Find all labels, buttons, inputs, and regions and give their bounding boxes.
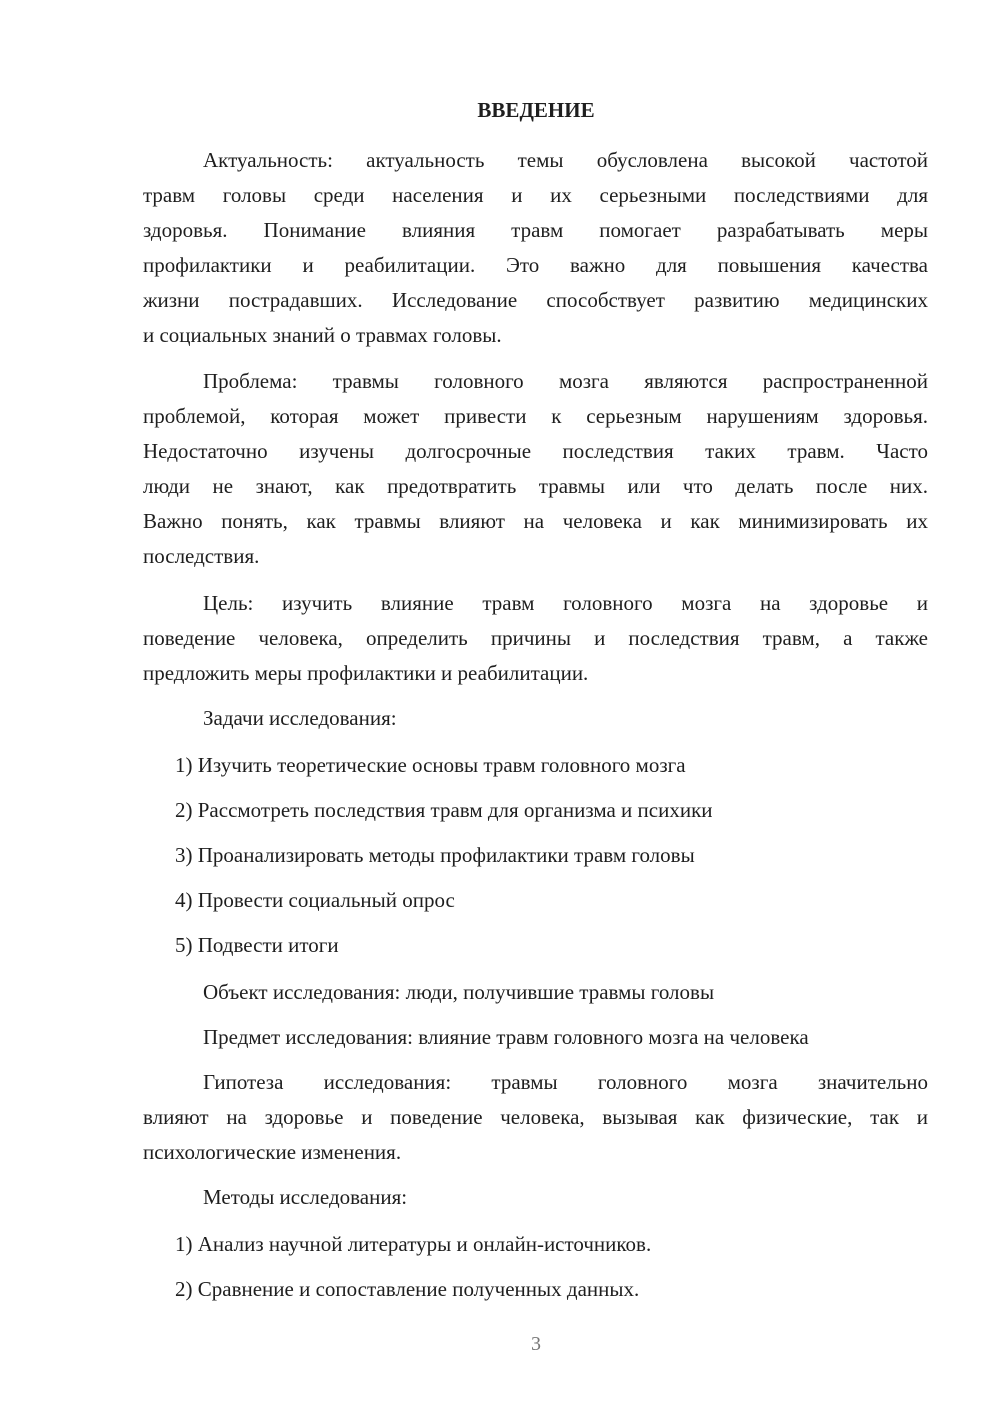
text-line: поведение человека, определить причины и последствия травм, а также xyxy=(143,626,928,650)
text-line: Недостаточно изучены долгосрочные последствия таких травм. Часто xyxy=(143,439,928,463)
text-line: Предмет исследования: влияние травм головного мозга на человека xyxy=(203,1025,809,1049)
text-line: здоровья. Понимание влияния травм помогает разрабатывать меры xyxy=(143,218,928,242)
text-line: и социальных знаний о травмах головы. xyxy=(143,323,502,347)
text-line: влияют на здоровье и поведение человека, вызывая как физические, так и xyxy=(143,1105,928,1129)
text-line: Гипотеза исследования: травмы головного мозга значительно xyxy=(203,1070,928,1094)
list-item: 4) Провести социальный опрос xyxy=(175,888,455,912)
text-line: люди не знают, как предотвратить травмы или что делать после них. xyxy=(143,474,928,498)
text-line: последствия. xyxy=(143,544,260,568)
text-line: Методы исследования: xyxy=(203,1185,408,1209)
list-item: 1) Изучить теоретические основы травм головного мозга xyxy=(175,753,686,777)
page-number: 3 xyxy=(531,1333,541,1355)
text-line: Цель: изучить влияние травм головного мозга на здоровье и xyxy=(203,591,928,615)
list-item: 3) Проанализировать методы профилактики травм головы xyxy=(175,843,695,867)
text-line: Важно понять, как травмы влияют на человека и как минимизировать их xyxy=(143,509,928,533)
section-title: ВВЕДЕНИЕ xyxy=(477,98,595,122)
text-line: проблемой, которая может привести к серьезным нарушениям здоровья. xyxy=(143,404,928,428)
text-line: Проблема: травмы головного мозга являются распространенной xyxy=(203,369,928,393)
text-line: предложить меры профилактики и реабилитации. xyxy=(143,661,589,685)
text-line: Актуальность: актуальность темы обусловлена высокой частотой xyxy=(203,148,928,172)
list-item: 2) Рассмотреть последствия травм для организма и психики xyxy=(175,798,713,822)
text-line: профилактики и реабилитации. Это важно для повышения качества xyxy=(143,253,928,277)
text-line: травм головы среди населения и их серьезными последствиями для xyxy=(143,183,928,207)
text-line: Объект исследования: люди, получившие травмы головы xyxy=(203,980,715,1004)
list-item: 1) Анализ научной литературы и онлайн-источников. xyxy=(175,1232,652,1256)
text-line: психологические изменения. xyxy=(143,1140,402,1164)
list-item: 2) Сравнение и сопоставление полученных данных. xyxy=(175,1277,640,1301)
list-item: 5) Подвести итоги xyxy=(175,933,339,957)
text-line: жизни пострадавших. Исследование способствует развитию медицинских xyxy=(143,288,928,312)
text-line: Задачи исследования: xyxy=(203,706,397,730)
